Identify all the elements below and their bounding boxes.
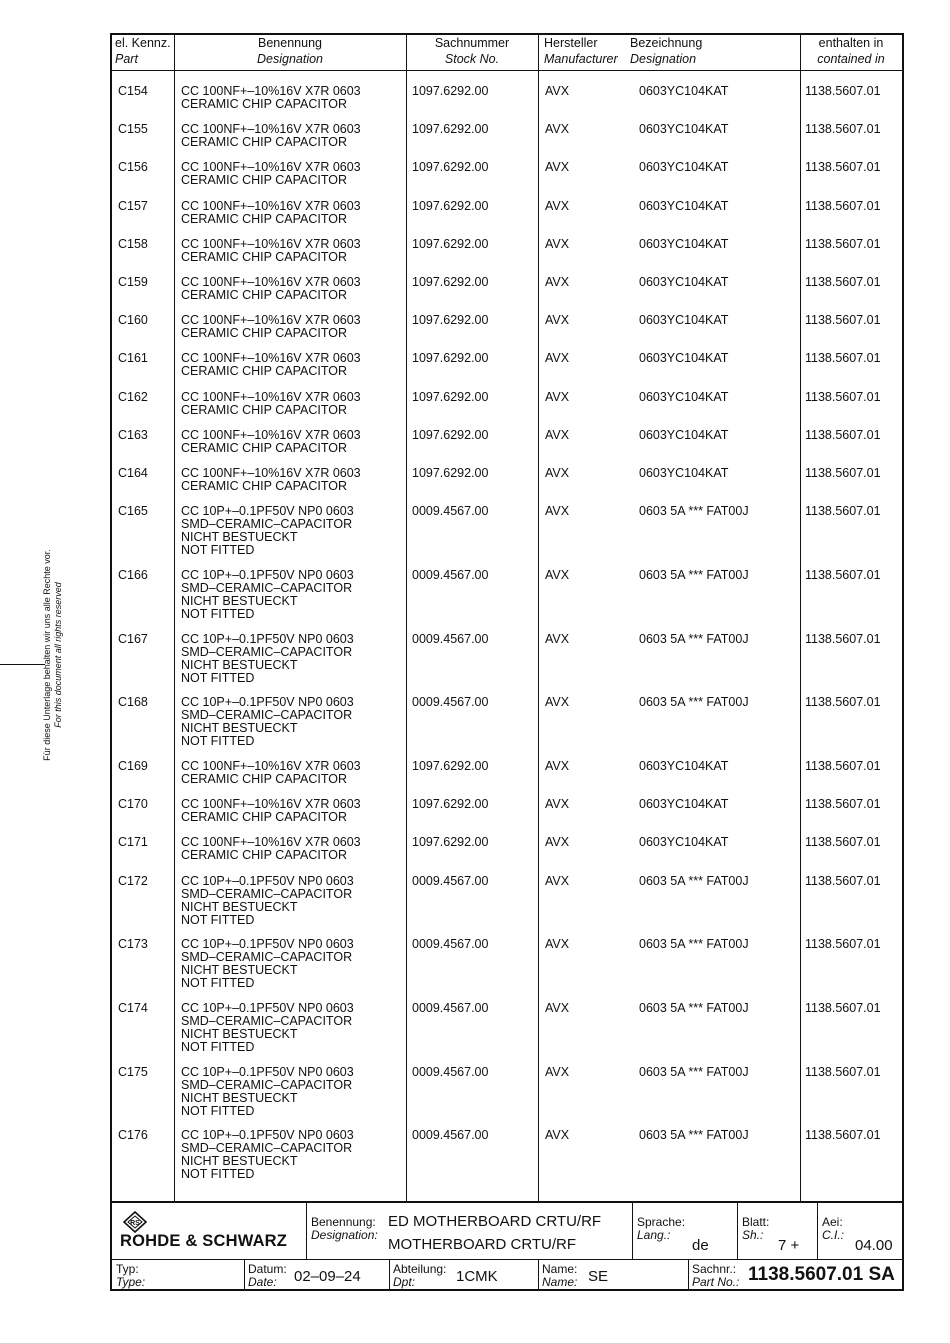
manufacturer: AVX bbox=[545, 236, 570, 251]
header-designation: Benennung Designation bbox=[256, 36, 323, 66]
header-contained-in: enthalten in contained in bbox=[817, 36, 885, 66]
stock-no: 0009.4567.00 bbox=[412, 937, 489, 952]
col-divider bbox=[406, 35, 407, 1201]
manufacturer: AVX bbox=[545, 1128, 570, 1143]
manufacturer: AVX bbox=[545, 198, 570, 213]
part-designation bbox=[181, 696, 354, 748]
part-designation bbox=[181, 798, 361, 824]
part-ref: C172 bbox=[118, 873, 148, 888]
mfr-designation: 0603 5A *** FAT00J bbox=[639, 567, 749, 582]
stock-no: 1097.6292.00 bbox=[412, 236, 489, 251]
designation-line: SMD–CERAMIC–CAPACITOR bbox=[181, 708, 353, 723]
contained-in: 1138.5607.01 bbox=[805, 504, 881, 519]
sprache-label: Sprache: Lang.: bbox=[637, 1215, 686, 1242]
manufacturer: AVX bbox=[545, 873, 570, 888]
mfr-designation: 0603YC104KAT bbox=[639, 275, 729, 289]
designation-line: SMD–CERAMIC–CAPACITOR bbox=[181, 517, 353, 532]
name-label: Name: Name: bbox=[542, 1262, 578, 1289]
designation-line: CERAMIC CHIP CAPACITOR bbox=[181, 288, 347, 302]
name-value: SE bbox=[588, 1268, 609, 1285]
part-designation bbox=[181, 391, 361, 417]
mfr-designation: 0603 5A *** FAT00J bbox=[639, 1128, 749, 1143]
designation-line: CERAMIC CHIP CAPACITOR bbox=[181, 772, 347, 786]
fold-mark bbox=[0, 664, 45, 665]
designation-line: CC 100NF+–10%16V X7R 0603 bbox=[181, 389, 361, 404]
part-ref: C173 bbox=[118, 937, 148, 952]
mfr-designation: 0603 5A *** FAT00J bbox=[639, 937, 749, 952]
stock-no: 1097.6292.00 bbox=[412, 835, 489, 850]
rs-diamond-logo-icon bbox=[122, 1211, 148, 1233]
datum-label: Datum: Date: bbox=[248, 1262, 287, 1289]
part-designation bbox=[181, 276, 361, 302]
stock-no: 1097.6292.00 bbox=[412, 198, 489, 213]
contained-in: 1138.5607.01 bbox=[805, 797, 881, 812]
part-designation bbox=[181, 161, 361, 187]
stock-no: 1097.6292.00 bbox=[412, 122, 489, 137]
manufacturer: AVX bbox=[545, 275, 570, 289]
header-manufacturer: Hersteller Manufacturer bbox=[544, 36, 618, 66]
designation-line: CC 100NF+–10%16V X7R 0603 bbox=[181, 313, 361, 328]
sachnr-value: 1138.5607.01 SA bbox=[748, 1264, 895, 1285]
manufacturer: AVX bbox=[545, 1001, 570, 1015]
contained-in: 1138.5607.01 bbox=[805, 466, 881, 480]
part-designation bbox=[181, 836, 361, 862]
part-ref: C174 bbox=[118, 1001, 148, 1015]
stock-no: 0009.4567.00 bbox=[412, 504, 489, 519]
title-block-divider bbox=[112, 1201, 902, 1203]
part-ref: C154 bbox=[118, 84, 148, 98]
part-designation bbox=[181, 123, 361, 149]
tb-divider bbox=[632, 1202, 633, 1259]
part-designation bbox=[181, 1066, 354, 1118]
mfr-designation: 0603YC104KAT bbox=[639, 198, 729, 213]
designation-line: CERAMIC CHIP CAPACITOR bbox=[181, 97, 347, 111]
part-ref: C167 bbox=[118, 631, 148, 646]
designation-line: NICHT BESTUECKT bbox=[181, 899, 298, 914]
designation-line: CC 100NF+–10%16V X7R 0603 bbox=[181, 198, 361, 213]
designation-line: CC 10P+–0.1PF50V NP0 0603 bbox=[181, 567, 354, 582]
part-ref: C161 bbox=[118, 351, 148, 366]
part-ref: C162 bbox=[118, 389, 148, 404]
stock-no: 1097.6292.00 bbox=[412, 84, 489, 98]
mfr-designation: 0603 5A *** FAT00J bbox=[639, 695, 749, 710]
designation-line: CERAMIC CHIP CAPACITOR bbox=[181, 848, 347, 863]
contained-in: 1138.5607.01 bbox=[805, 835, 881, 850]
company-logo bbox=[120, 1211, 310, 1255]
part-designation bbox=[181, 314, 361, 340]
mfr-designation: 0603 5A *** FAT00J bbox=[639, 631, 749, 646]
part-designation bbox=[181, 467, 361, 493]
header-stock-no: Sachnummer Stock No. bbox=[434, 36, 510, 66]
contained-in: 1138.5607.01 bbox=[805, 160, 881, 175]
manufacturer: AVX bbox=[545, 466, 570, 480]
stock-no: 1097.6292.00 bbox=[412, 759, 489, 773]
designation-line: NICHT BESTUECKT bbox=[181, 1154, 298, 1169]
part-ref: C171 bbox=[118, 835, 148, 850]
tb-divider bbox=[688, 1260, 689, 1289]
col-divider bbox=[800, 35, 801, 1201]
stock-no: 1097.6292.00 bbox=[412, 466, 489, 480]
company-name: ROHDE & SCHWARZ bbox=[120, 1232, 288, 1250]
designation-line: NOT FITTED bbox=[181, 976, 255, 991]
part-designation bbox=[181, 938, 354, 990]
designation-line: NICHT BESTUECKT bbox=[181, 593, 298, 608]
contained-in: 1138.5607.01 bbox=[805, 1128, 881, 1143]
typ-label: Typ: Type: bbox=[116, 1262, 146, 1289]
svg-text:RS: RS bbox=[130, 1220, 140, 1227]
designation-line: NOT FITTED bbox=[181, 734, 255, 749]
manufacturer: AVX bbox=[545, 84, 570, 98]
designation-line: CC 100NF+–10%16V X7R 0603 bbox=[181, 275, 361, 289]
designation-line: NOT FITTED bbox=[181, 670, 255, 685]
contained-in: 1138.5607.01 bbox=[805, 313, 881, 328]
contained-in: 1138.5607.01 bbox=[805, 873, 881, 888]
stock-no: 1097.6292.00 bbox=[412, 351, 489, 366]
designation-line: SMD–CERAMIC–CAPACITOR bbox=[181, 886, 353, 901]
mfr-designation: 0603 5A *** FAT00J bbox=[639, 873, 749, 888]
benennung-de-value: ED MOTHERBOARD CRTU/RF bbox=[388, 1213, 602, 1230]
mfr-designation: 0603YC104KAT bbox=[639, 351, 729, 366]
designation-line: SMD–CERAMIC–CAPACITOR bbox=[181, 1141, 353, 1156]
designation-line: SMD–CERAMIC–CAPACITOR bbox=[181, 580, 353, 595]
part-ref: C159 bbox=[118, 275, 148, 289]
mfr-designation: 0603YC104KAT bbox=[639, 122, 729, 137]
designation-line: SMD–CERAMIC–CAPACITOR bbox=[181, 1014, 353, 1028]
designation-line: CC 10P+–0.1PF50V NP0 0603 bbox=[181, 1128, 354, 1143]
designation-line: NICHT BESTUECKT bbox=[181, 530, 298, 545]
stock-no: 1097.6292.00 bbox=[412, 313, 489, 328]
stock-no: 1097.6292.00 bbox=[412, 389, 489, 404]
designation-line: NOT FITTED bbox=[181, 606, 255, 621]
part-ref: C160 bbox=[118, 313, 148, 328]
designation-line: SMD–CERAMIC–CAPACITOR bbox=[181, 644, 353, 659]
part-designation bbox=[181, 1129, 354, 1181]
stock-no: 0009.4567.00 bbox=[412, 1001, 489, 1015]
stock-no: 0009.4567.00 bbox=[412, 873, 489, 888]
parts-list-sheet bbox=[110, 33, 904, 1291]
part-ref: C175 bbox=[118, 1064, 148, 1079]
designation-line: NOT FITTED bbox=[181, 1103, 255, 1118]
benennung-en-value: MOTHERBOARD CRTU/RF bbox=[388, 1236, 577, 1253]
blatt-label: Blatt: Sh.: bbox=[742, 1215, 770, 1242]
aei-value: 04.00 bbox=[855, 1237, 893, 1254]
part-designation bbox=[181, 429, 361, 455]
manufacturer: AVX bbox=[545, 631, 570, 646]
manufacturer: AVX bbox=[545, 1064, 570, 1079]
part-ref: C166 bbox=[118, 567, 148, 582]
part-designation bbox=[181, 238, 361, 264]
part-ref: C155 bbox=[118, 122, 148, 137]
contained-in: 1138.5607.01 bbox=[805, 937, 881, 952]
manufacturer: AVX bbox=[545, 504, 570, 519]
designation-line: SMD–CERAMIC–CAPACITOR bbox=[181, 1077, 353, 1092]
designation-line: NOT FITTED bbox=[181, 1040, 255, 1054]
mfr-designation: 0603YC104KAT bbox=[639, 835, 729, 850]
mfr-designation: 0603YC104KAT bbox=[639, 160, 729, 175]
manufacturer: AVX bbox=[545, 835, 570, 850]
stock-no: 0009.4567.00 bbox=[412, 1128, 489, 1143]
designation-line: CC 10P+–0.1PF50V NP0 0603 bbox=[181, 631, 354, 646]
designation-line: NICHT BESTUECKT bbox=[181, 1090, 298, 1105]
contained-in: 1138.5607.01 bbox=[805, 567, 881, 582]
stock-no: 0009.4567.00 bbox=[412, 1064, 489, 1079]
designation-line: NOT FITTED bbox=[181, 543, 255, 558]
stock-no: 1097.6292.00 bbox=[412, 427, 489, 442]
designation-line: CC 100NF+–10%16V X7R 0603 bbox=[181, 160, 361, 175]
mfr-designation: 0603YC104KAT bbox=[639, 313, 729, 328]
manufacturer: AVX bbox=[545, 122, 570, 137]
designation-line: NICHT BESTUECKT bbox=[181, 721, 298, 736]
designation-line: CERAMIC CHIP CAPACITOR bbox=[181, 402, 347, 417]
rights-notice bbox=[42, 525, 64, 785]
part-ref: C168 bbox=[118, 695, 148, 710]
designation-line: CC 100NF+–10%16V X7R 0603 bbox=[181, 427, 361, 442]
part-designation bbox=[181, 505, 354, 557]
designation-line: CC 100NF+–10%16V X7R 0603 bbox=[181, 797, 361, 812]
blatt-value: 7 + bbox=[778, 1237, 800, 1254]
designation-line: CC 10P+–0.1PF50V NP0 0603 bbox=[181, 1064, 354, 1079]
designation-line: CERAMIC CHIP CAPACITOR bbox=[181, 440, 347, 455]
designation-line: CERAMIC CHIP CAPACITOR bbox=[181, 479, 347, 493]
designation-line: CC 100NF+–10%16V X7R 0603 bbox=[181, 122, 361, 137]
abteilung-value: 1CMK bbox=[456, 1268, 498, 1285]
stock-no: 1097.6292.00 bbox=[412, 160, 489, 175]
manufacturer: AVX bbox=[545, 351, 570, 366]
designation-line: SMD–CERAMIC–CAPACITOR bbox=[181, 950, 353, 965]
designation-line: CERAMIC CHIP CAPACITOR bbox=[181, 135, 347, 150]
part-designation bbox=[181, 569, 354, 621]
manufacturer: AVX bbox=[545, 313, 570, 328]
part-designation bbox=[181, 1002, 354, 1054]
tb-divider bbox=[737, 1202, 738, 1259]
contained-in: 1138.5607.01 bbox=[805, 389, 881, 404]
part-ref: C169 bbox=[118, 759, 148, 773]
mfr-designation: 0603 5A *** FAT00J bbox=[639, 1064, 749, 1079]
manufacturer: AVX bbox=[545, 695, 570, 710]
designation-line: CC 100NF+–10%16V X7R 0603 bbox=[181, 351, 361, 366]
rights-notice-de: Für diese Unterlage behalten wir uns alle Rechte vor. bbox=[42, 549, 52, 761]
part-designation bbox=[181, 633, 354, 685]
datum-value: 02–09–24 bbox=[294, 1268, 361, 1285]
designation-line: CC 100NF+–10%16V X7R 0603 bbox=[181, 236, 361, 251]
designation-line: NOT FITTED bbox=[181, 912, 255, 927]
designation-line: CC 10P+–0.1PF50V NP0 0603 bbox=[181, 504, 354, 519]
contained-in: 1138.5607.01 bbox=[805, 1001, 881, 1015]
stock-no: 1097.6292.00 bbox=[412, 275, 489, 289]
rights-notice-en: For this document all rights reserved bbox=[53, 582, 63, 728]
part-designation bbox=[181, 352, 361, 378]
designation-line: CC 10P+–0.1PF50V NP0 0603 bbox=[181, 695, 354, 710]
contained-in: 1138.5607.01 bbox=[805, 84, 881, 98]
mfr-designation: 0603YC104KAT bbox=[639, 427, 729, 442]
designation-line: CERAMIC CHIP CAPACITOR bbox=[181, 249, 347, 264]
part-ref: C170 bbox=[118, 797, 148, 812]
part-designation bbox=[181, 760, 361, 786]
mfr-designation: 0603YC104KAT bbox=[639, 759, 729, 773]
aei-label: Aei: C.I.: bbox=[822, 1215, 845, 1242]
designation-line: CERAMIC CHIP CAPACITOR bbox=[181, 211, 347, 226]
designation-line: CERAMIC CHIP CAPACITOR bbox=[181, 810, 347, 825]
header-divider bbox=[112, 70, 902, 71]
contained-in: 1138.5607.01 bbox=[805, 427, 881, 442]
col-divider bbox=[174, 35, 175, 1201]
designation-line: CERAMIC CHIP CAPACITOR bbox=[181, 364, 347, 379]
abteilung-label: Abteilung: Dpt: bbox=[393, 1262, 447, 1289]
manufacturer: AVX bbox=[545, 797, 570, 812]
designation-line: CC 100NF+–10%16V X7R 0603 bbox=[181, 84, 361, 98]
part-ref: C165 bbox=[118, 504, 148, 519]
part-ref: C156 bbox=[118, 160, 148, 175]
manufacturer: AVX bbox=[545, 389, 570, 404]
contained-in: 1138.5607.01 bbox=[805, 122, 881, 137]
stock-no: 0009.4567.00 bbox=[412, 695, 489, 710]
mfr-designation: 0603 5A *** FAT00J bbox=[639, 504, 749, 519]
part-ref: C176 bbox=[118, 1128, 148, 1143]
manufacturer: AVX bbox=[545, 427, 570, 442]
contained-in: 1138.5607.01 bbox=[805, 275, 881, 289]
mfr-designation: 0603 5A *** FAT00J bbox=[639, 1001, 749, 1015]
mfr-designation: 0603YC104KAT bbox=[639, 84, 729, 98]
part-ref: C157 bbox=[118, 198, 148, 213]
part-ref: C164 bbox=[118, 466, 148, 480]
designation-line: CERAMIC CHIP CAPACITOR bbox=[181, 326, 347, 341]
designation-line: NICHT BESTUECKT bbox=[181, 657, 298, 672]
contained-in: 1138.5607.01 bbox=[805, 1064, 881, 1079]
contained-in: 1138.5607.01 bbox=[805, 631, 881, 646]
stock-no: 1097.6292.00 bbox=[412, 797, 489, 812]
manufacturer: AVX bbox=[545, 937, 570, 952]
sachnr-label: Sachnr.: Part No.: bbox=[692, 1262, 740, 1289]
contained-in: 1138.5607.01 bbox=[805, 198, 881, 213]
designation-line: CC 100NF+–10%16V X7R 0603 bbox=[181, 759, 361, 773]
title-block-divider bbox=[112, 1259, 902, 1260]
benennung-label: Benennung: Designation: bbox=[311, 1215, 378, 1242]
header-part: el. Kennz. Part bbox=[115, 36, 171, 66]
mfr-designation: 0603YC104KAT bbox=[639, 797, 729, 812]
mfr-designation: 0603YC104KAT bbox=[639, 236, 729, 251]
designation-line: NICHT BESTUECKT bbox=[181, 963, 298, 978]
stock-no: 0009.4567.00 bbox=[412, 631, 489, 646]
stock-no: 0009.4567.00 bbox=[412, 567, 489, 582]
tb-divider bbox=[538, 1260, 539, 1289]
designation-line: CERAMIC CHIP CAPACITOR bbox=[181, 173, 347, 188]
header-mfr-designation: Bezeichnung Designation bbox=[630, 36, 703, 66]
part-ref: C158 bbox=[118, 236, 148, 251]
mfr-designation: 0603YC104KAT bbox=[639, 389, 729, 404]
contained-in: 1138.5607.01 bbox=[805, 695, 881, 710]
designation-line: NOT FITTED bbox=[181, 1167, 255, 1182]
tb-divider bbox=[244, 1260, 245, 1289]
designation-line: CC 10P+–0.1PF50V NP0 0603 bbox=[181, 873, 354, 888]
manufacturer: AVX bbox=[545, 160, 570, 175]
designation-line: CC 10P+–0.1PF50V NP0 0603 bbox=[181, 1001, 354, 1015]
contained-in: 1138.5607.01 bbox=[805, 236, 881, 251]
mfr-designation: 0603YC104KAT bbox=[639, 466, 729, 480]
contained-in: 1138.5607.01 bbox=[805, 351, 881, 366]
part-designation bbox=[181, 85, 361, 111]
designation-line: CC 10P+–0.1PF50V NP0 0603 bbox=[181, 937, 354, 952]
part-ref: C163 bbox=[118, 427, 148, 442]
part-designation bbox=[181, 200, 361, 226]
manufacturer: AVX bbox=[545, 567, 570, 582]
designation-line: NICHT BESTUECKT bbox=[181, 1027, 298, 1041]
sprache-value: de bbox=[692, 1237, 709, 1254]
tb-divider bbox=[389, 1260, 390, 1289]
part-designation bbox=[181, 875, 354, 927]
designation-line: CC 100NF+–10%16V X7R 0603 bbox=[181, 835, 361, 850]
contained-in: 1138.5607.01 bbox=[805, 759, 881, 773]
col-divider bbox=[538, 35, 539, 1201]
designation-line: CC 100NF+–10%16V X7R 0603 bbox=[181, 466, 361, 480]
manufacturer: AVX bbox=[545, 759, 570, 773]
tb-divider bbox=[817, 1202, 818, 1259]
